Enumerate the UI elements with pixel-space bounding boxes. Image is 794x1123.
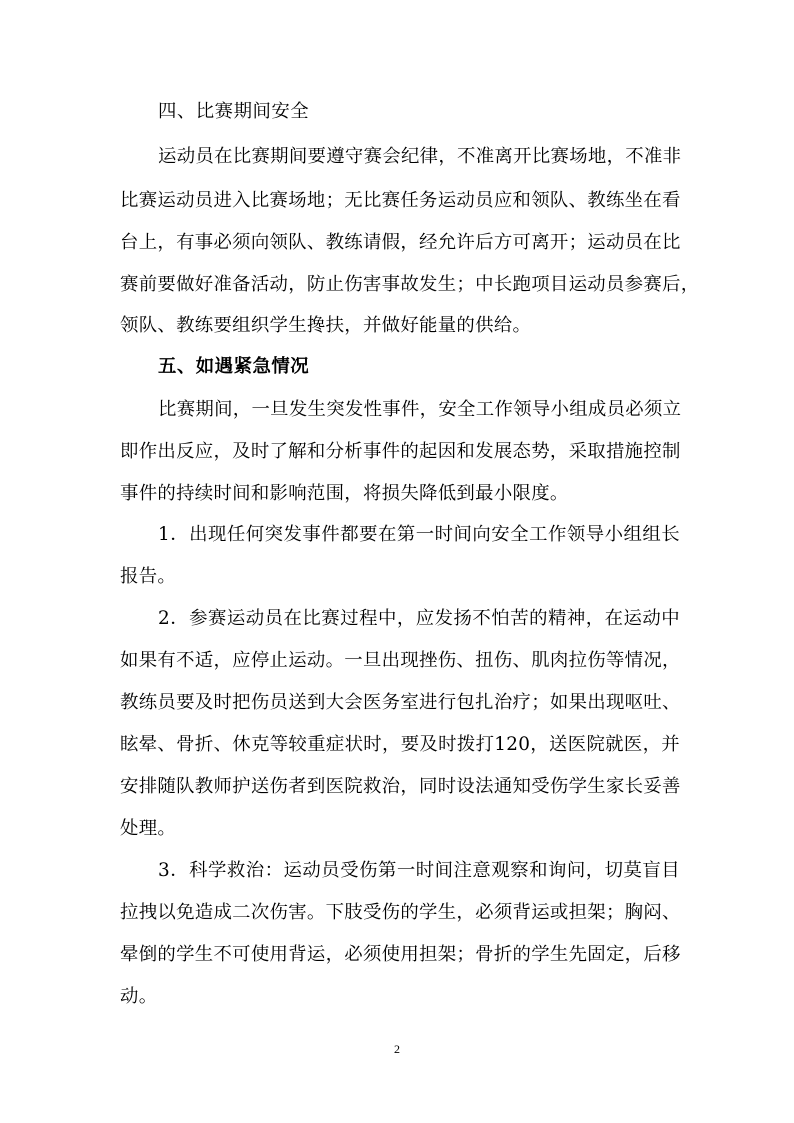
paragraph-line: 比赛运动员进入比赛场地；无比赛任务运动员应和领队、教练坐在看 xyxy=(120,190,681,211)
list-item-1-line: 1．出现任何突发事件都要在第一时间向安全工作领导小组组长 xyxy=(158,524,680,545)
paragraph-line: 台上，有事必须向领队、教练请假，经允许后方可离开；运动员在比 xyxy=(120,232,681,253)
list-item-2-line: 处理。 xyxy=(120,818,177,839)
page-number: 2 xyxy=(394,1042,400,1056)
paragraph-line: 事件的持续时间和影响范围，将损失降低到最小限度。 xyxy=(120,483,569,504)
list-item-3-line: 晕倒的学生不可使用背运，必须使用担架；骨折的学生先固定，后移 xyxy=(120,944,681,965)
list-item-2-line: 如果有不适，应停止运动。一旦出现挫伤、扭伤、肌肉拉伤等情况， xyxy=(120,650,681,671)
paragraph-line: 领队、教练要组织学生搀扶，并做好能量的供给。 xyxy=(120,315,532,336)
list-item-3-line: 3．科学救治：运动员受伤第一时间注意观察和询问，切莫盲目 xyxy=(158,860,680,881)
list-item-3-line: 拉拽以免造成二次伤害。下肢受伤的学生，必须背运或担架；胸闷、 xyxy=(120,902,681,923)
paragraph-line: 运动员在比赛期间要遵守赛会纪律，不准离开比赛场地，不准非 xyxy=(158,146,682,167)
list-item-1-line: 报告。 xyxy=(120,566,177,587)
list-item-2-line: 教练员要及时把伤员送到大会医务室进行包扎治疗；如果出现呕吐、 xyxy=(120,692,681,713)
paragraph-line: 赛前要做好准备活动，防止伤害事故发生；中长跑项目运动员参赛后， xyxy=(120,274,700,295)
section-heading-competition-safety: 四、比赛期间安全 xyxy=(158,101,310,122)
list-item-2-line: 安排随队教师护送伤者到医院救治，同时设法通知受伤学生家长妥善 xyxy=(120,776,681,797)
section-heading-emergency: 五、如遇紧急情况 xyxy=(158,356,310,377)
list-item-2-line: 眩晕、骨折、休克等较重症状时，要及时拨打120，送医院就医，并 xyxy=(120,734,680,755)
paragraph-line: 比赛期间，一旦发生突发性事件，安全工作领导小组成员必须立 xyxy=(158,399,682,420)
list-item-3-line: 动。 xyxy=(120,986,158,1007)
list-item-2-line: 2．参赛运动员在比赛过程中，应发扬不怕苦的精神，在运动中 xyxy=(158,608,680,629)
paragraph-line: 即作出反应，及时了解和分析事件的起因和发展态势，采取措施控制 xyxy=(120,441,681,462)
